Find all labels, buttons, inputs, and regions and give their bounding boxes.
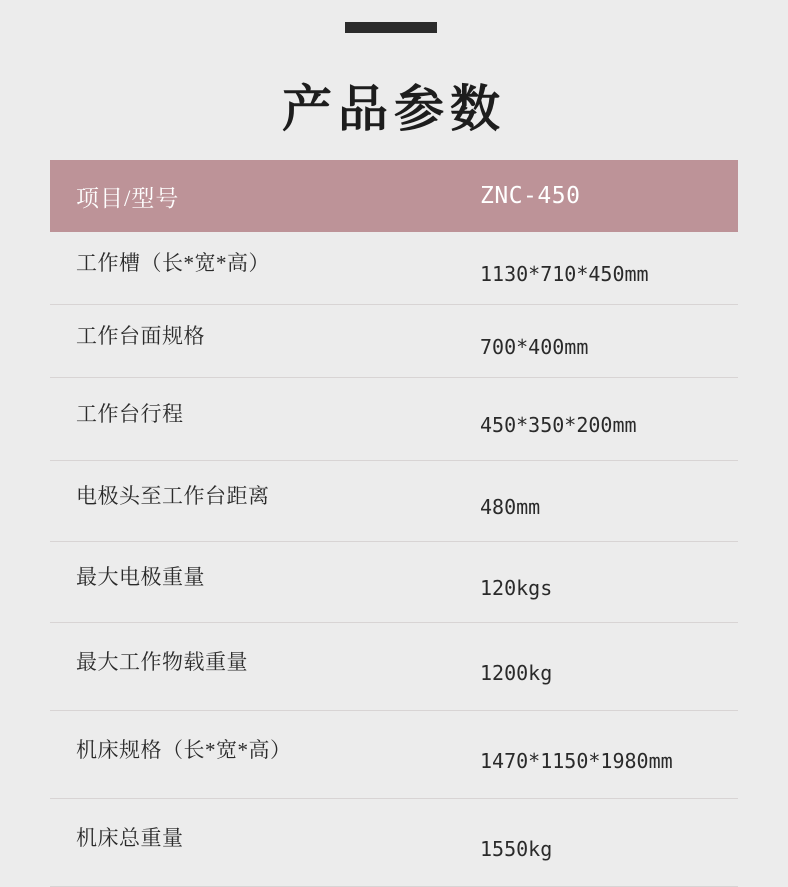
table-row (50, 542, 738, 623)
spec-value: 450*350*200mm (480, 413, 637, 437)
table-row (50, 711, 738, 799)
spec-value: 480mm (480, 495, 541, 519)
specification-table (50, 160, 738, 887)
spec-value: 700*400mm (480, 335, 589, 359)
table-row (50, 623, 738, 711)
spec-value: 1130*710*450mm (480, 262, 649, 286)
spec-value: 1550kg (480, 836, 553, 861)
spec-label: 工作槽（长*宽*高） (76, 251, 270, 275)
spec-label: 最大工作物载重量 (76, 649, 248, 674)
table-row (50, 305, 738, 378)
table-header-row (50, 160, 738, 232)
spec-label: 机床总重量 (76, 825, 184, 850)
title-divider-bar (345, 22, 437, 33)
table-row (50, 378, 738, 461)
table-header-model-label: ZNC-450 (480, 183, 581, 209)
spec-label: 工作台面规格 (76, 324, 205, 348)
table-header-item-label: 项目/型号 (76, 185, 180, 211)
table-row (50, 799, 738, 887)
spec-value: 1470*1150*1980mm (480, 748, 673, 773)
spec-value: 1200kg (480, 660, 553, 685)
spec-label: 工作台行程 (76, 402, 184, 426)
page-title: 产品参数 (282, 80, 506, 138)
spec-label: 机床规格（长*宽*高） (76, 737, 292, 762)
table-row (50, 232, 738, 305)
spec-label: 最大电极重量 (76, 565, 205, 589)
spec-label: 电极头至工作台距离 (76, 484, 270, 508)
spec-value: 120kgs (480, 576, 553, 600)
table-row (50, 461, 738, 542)
